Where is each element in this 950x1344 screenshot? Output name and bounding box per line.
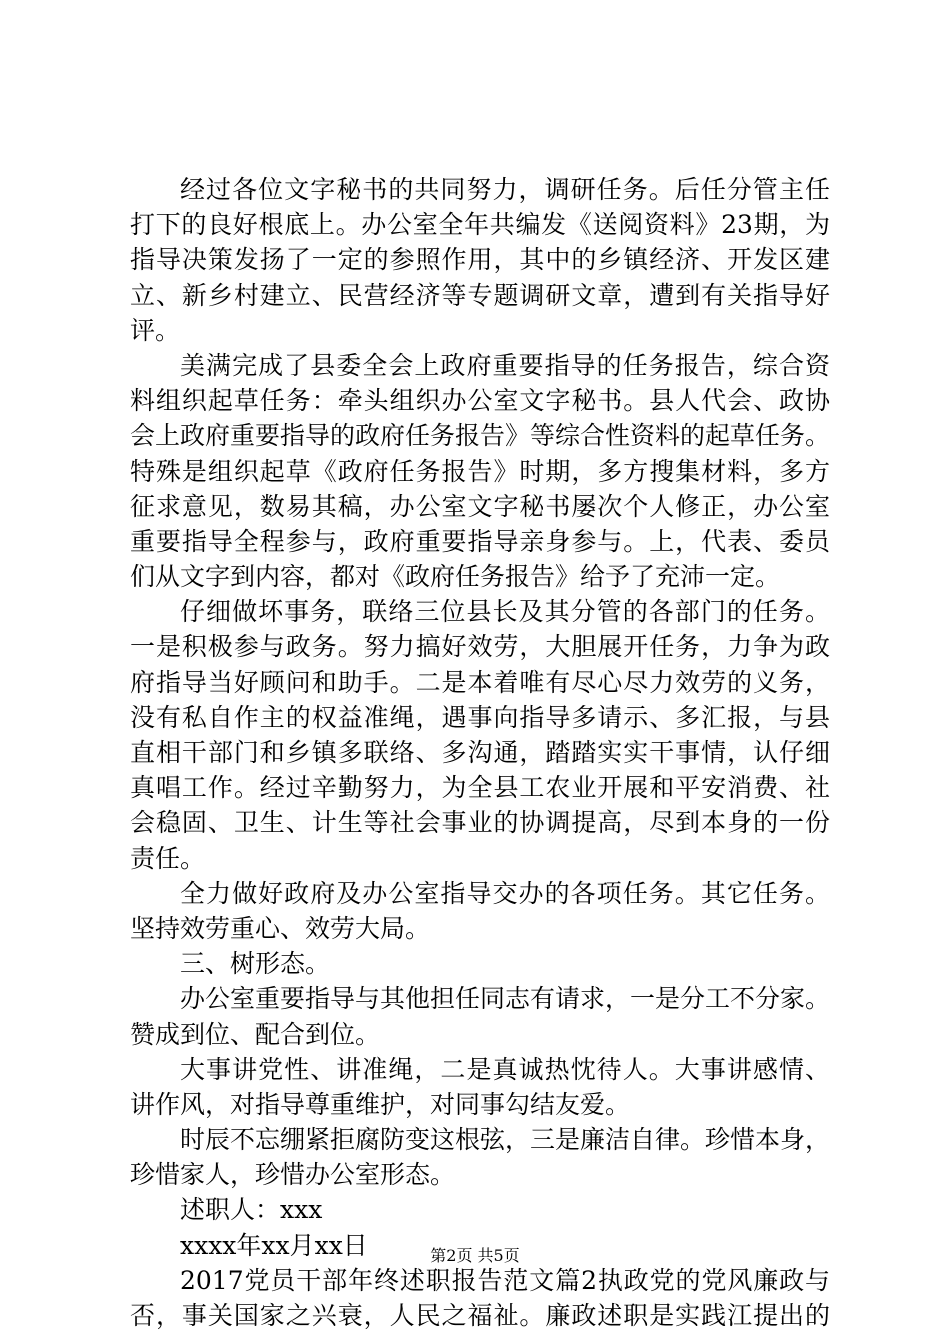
- text-line: 全力做好政府及办公室指导交办的各项任务。其它任务。: [180, 878, 830, 908]
- text-line: 坚持效劳重心、效劳大局。: [130, 913, 431, 943]
- text-line: 评。: [130, 315, 181, 345]
- text-line: 述职人：xxx: [180, 1195, 323, 1225]
- page-number-footer: 第2页 共5页: [430, 1246, 520, 1265]
- text-line: 时辰不忘绷紧拒腐防变这根弦，三是廉洁自律。珍惜本身，: [180, 1125, 831, 1155]
- text-line: 征求意见，数易其稿，办公室文字秘书屡次个人修正，办公室: [130, 491, 830, 521]
- document-body: [130, 172, 830, 1333]
- text-line: 一是积极参与政务。努力搞好效劳，大胆展开任务，力争为政: [130, 632, 830, 662]
- text-line: 特殊是组织起草《政府任务报告》时期，多方搜集材料，多方: [130, 456, 830, 486]
- text-line: 责任。: [130, 843, 206, 873]
- text-line: 会上政府重要指导的政府任务报告》等综合性资料的起草任务。: [130, 421, 831, 451]
- text-line: 会稳固、卫生、计生等社会事业的协调提高，尽到本身的一份: [130, 808, 830, 838]
- text-line: 真唱工作。经过辛勤努力，为全县工农业开展和平安消费、社: [130, 773, 830, 803]
- text-line: 三、树形态。: [180, 949, 331, 979]
- text-line: 府指导当好顾问和助手。二是本着唯有尽心尽力效劳的义务，: [130, 667, 830, 697]
- text-line: 经过各位文字秘书的共同努力，调研任务。后任分管主任: [180, 175, 830, 204]
- text-line: 否，事关国家之兴衰，人民之福祉。廉政述职是实践江提出的: [130, 1301, 830, 1330]
- text-line: 讲作风，对指导尊重维护，对同事勾结友爱。: [130, 1089, 631, 1119]
- text-line: xxxx年xx月xx日: [180, 1230, 368, 1260]
- text-line: 大事讲党性、讲准绳，二是真诚热忱待人。大事讲感情、: [180, 1054, 830, 1084]
- text-line: 2017党员干部年终述职报告范文篇2执政党的党风廉政与: [180, 1265, 830, 1295]
- text-line: 仔细做坏事务，联络三位县长及其分管的各部门的任务。: [180, 597, 830, 627]
- text-line: 直相干部门和乡镇多联络、多沟通，踏踏实实干事情，认仔细: [130, 738, 830, 767]
- text-line: 们从文字到内容，都对《政府任务报告》给予了充沛一定。: [130, 562, 781, 592]
- text-line: 没有私自作主的权益准绳，遇事向指导多请示、多汇报，与县: [130, 702, 830, 732]
- text-line: 料组织起草任务：牵头组织办公室文字秘书。县人代会、政协: [130, 386, 830, 416]
- text-line: 赞成到位、配合到位。: [130, 1019, 381, 1049]
- text-line: 办公室重要指导与其他担任同志有请求，一是分工不分家。: [180, 984, 831, 1014]
- text-line: 美满完成了县委全会上政府重要指导的任务报告，综合资: [180, 350, 830, 380]
- text-line: 重要指导全程参与，政府重要指导亲身参与。上，代表、委员: [130, 526, 830, 556]
- text-line: 打下的良好根底上。办公室全年共编发《送阅资料》23期，为: [130, 210, 830, 240]
- text-line: 珍惜家人，珍惜办公室形态。: [130, 1160, 456, 1190]
- text-line: 指导决策发扬了一定的参照作用，其中的乡镇经济、开发区建: [130, 245, 830, 275]
- text-line: 立、新乡村建立、民营经济等专题调研文章，遭到有关指导好: [130, 280, 830, 310]
